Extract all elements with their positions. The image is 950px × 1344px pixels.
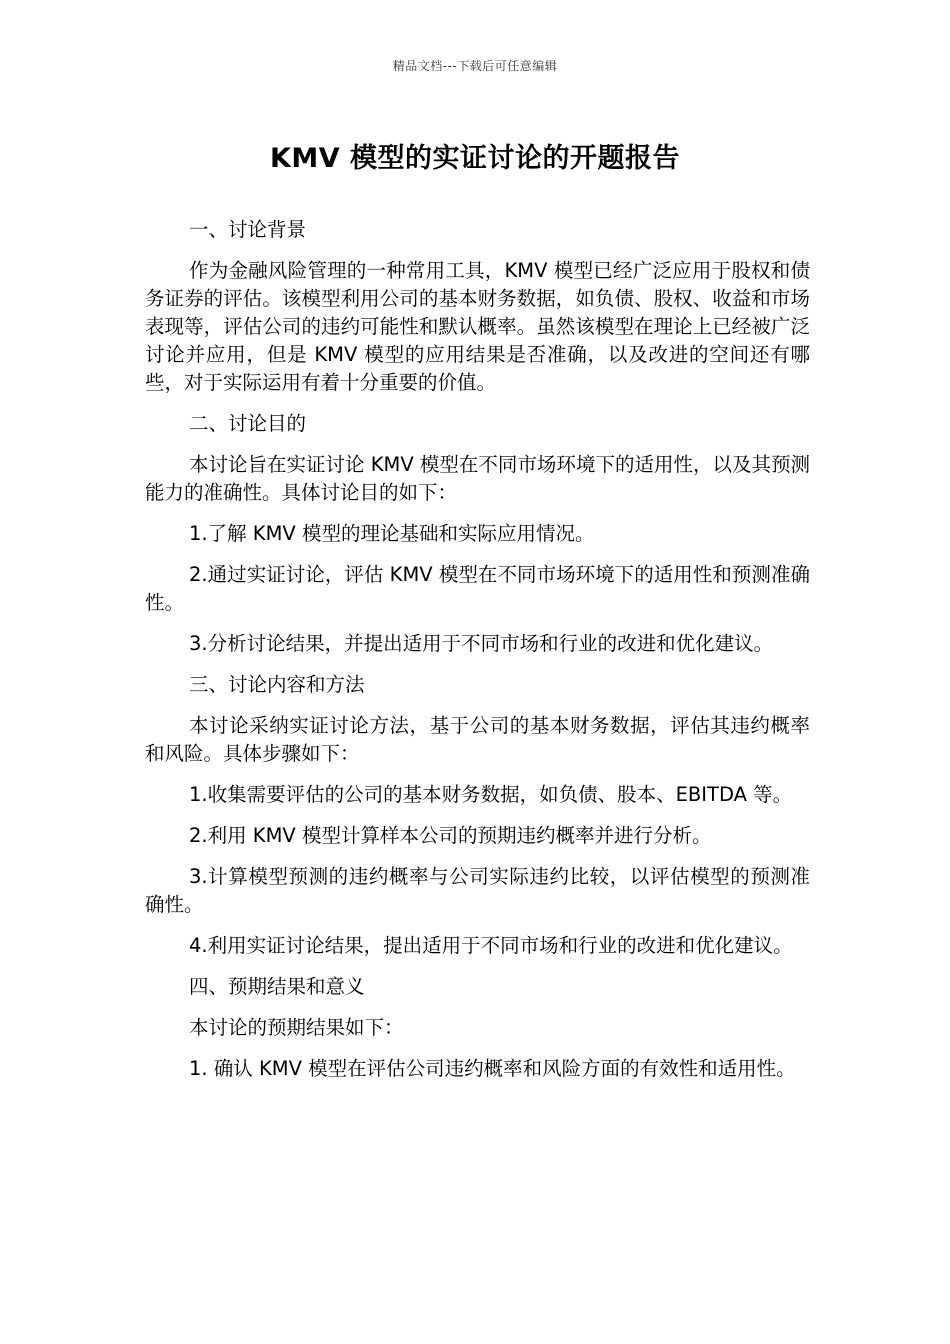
section-heading-results: 四、预期结果和意义 bbox=[189, 975, 365, 998]
section-heading-methods: 三、讨论内容和方法 bbox=[189, 673, 365, 696]
document-title: KMV 模型的实证讨论的开题报告 bbox=[269, 143, 681, 174]
paragraph-methods: 本讨论采纳实证讨论方法，基于公司的基本财务数据，评估其违约概率和风险。具体步骤如下： bbox=[145, 714, 810, 765]
list-item-purpose-1: 1.了解 KMV 模型的理论基础和实际应用情况。 bbox=[189, 522, 595, 545]
list-item-purpose-2: 2.通过实证讨论，评估 KMV 模型在不同市场环境下的适用性和预测准确性。 bbox=[145, 563, 810, 614]
page-header: 精品文档---下载后可任意编辑 bbox=[392, 59, 558, 73]
list-item-step-2: 2.利用 KMV 模型计算样本公司的预期违约概率并进行分析。 bbox=[189, 824, 712, 847]
paragraph-results: 本讨论的预期结果如下： bbox=[189, 1016, 404, 1039]
document-body bbox=[145, 216, 810, 1096]
list-item-step-3: 3.计算模型预测的违约概率与公司实际违约比较，以评估模型的预测准确性。 bbox=[145, 865, 810, 916]
list-item-result-1: 1. 确认 KMV 模型在评估公司违约概率和风险方面的有效性和适用性。 bbox=[189, 1057, 796, 1080]
paragraph-purpose: 本讨论旨在实证讨论 KMV 模型在不同市场环境下的适用性，以及其预测能力的准确性。具体讨论目的如下： bbox=[145, 453, 810, 504]
list-item-step-1: 1.收集需要评估的公司的基本财务数据，如负债、股本、EBITDA 等。 bbox=[189, 783, 793, 806]
list-item-step-4: 4.利用实证讨论结果，提出适用于不同市场和行业的改进和优化建议。 bbox=[189, 934, 793, 957]
list-item-purpose-3: 3.分析讨论结果，并提出适用于不同市场和行业的改进和优化建议。 bbox=[189, 632, 774, 655]
paragraph-background: 作为金融风险管理的一种常用工具，KMV 模型已经广泛应用于股权和债务证券的评估。该模型利用公司的基本财务数据，如负债、股权、收益和市场表现等，评估公司的违约可能性和默认概率。虽然该模型在理论上已经被广泛讨论并应用，但是 KMV 模型的应用结果是否准确，以及改进的空间还有哪些，对于实际运用有着十分重要的价值。 bbox=[145, 259, 810, 394]
section-heading-purpose: 二、讨论目的 bbox=[189, 412, 307, 435]
section-heading-background: 一、讨论背景 bbox=[189, 218, 307, 241]
